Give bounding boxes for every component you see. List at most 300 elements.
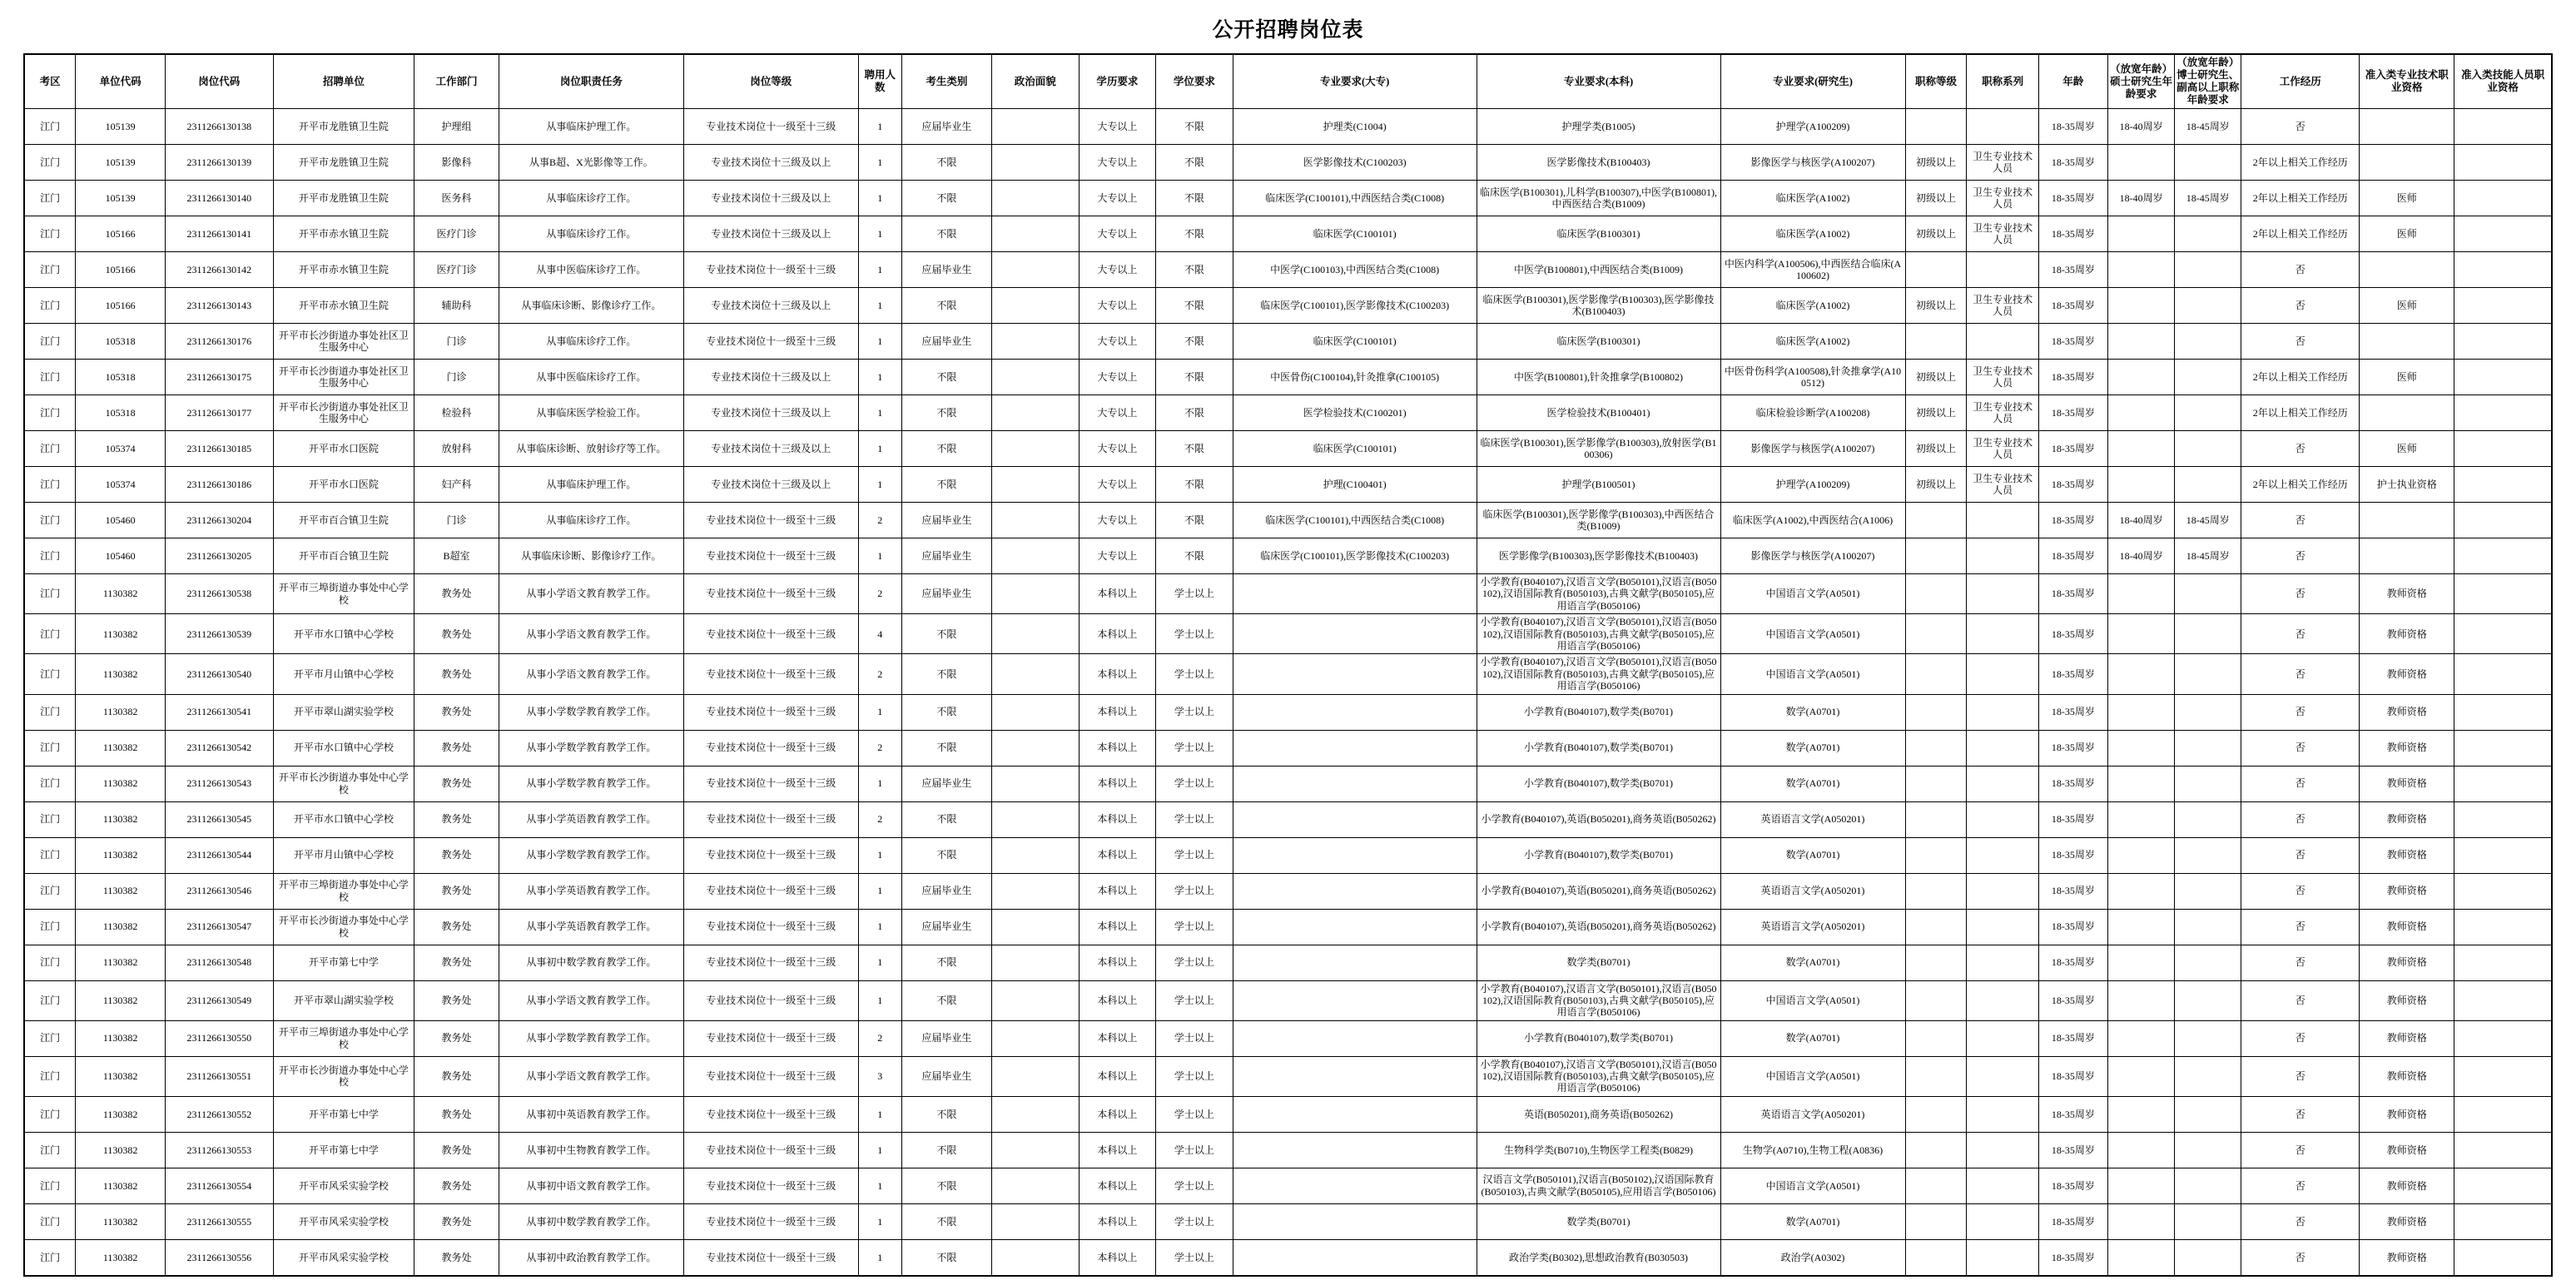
table-cell bbox=[2175, 1168, 2241, 1203]
table-cell bbox=[2454, 614, 2552, 654]
table-row bbox=[24, 654, 2552, 694]
table-cell bbox=[2175, 1056, 2241, 1096]
table-cell: 教师资格 bbox=[2360, 1168, 2454, 1203]
table-cell: 1 bbox=[858, 837, 901, 873]
table-cell: 江门 bbox=[24, 288, 76, 324]
table-cell: 护理学(B100501) bbox=[1477, 467, 1720, 503]
table-cell: 2年以上相关工作经历 bbox=[2241, 181, 2360, 216]
table-cell: 2311266130556 bbox=[166, 1239, 273, 1276]
table-cell: 临床医学(C100101) bbox=[1233, 216, 1477, 252]
table-cell: 学士以上 bbox=[1156, 654, 1233, 694]
table-cell: 临床医学(C100101),中西医结合类(C1008) bbox=[1233, 181, 1477, 216]
table-cell bbox=[2108, 216, 2175, 252]
table-cell: 数学类(B0701) bbox=[1477, 1203, 1720, 1239]
table-cell: 开平市水口镇中心学校 bbox=[273, 730, 414, 766]
table-cell: 18-35周岁 bbox=[2038, 766, 2107, 801]
table-cell: 江门 bbox=[24, 909, 76, 945]
table-cell: 临床医学(B100301),医学影像学(B100303),放射医学(B100306) bbox=[1477, 431, 1720, 467]
table-cell: 本科以上 bbox=[1079, 766, 1156, 801]
table-cell bbox=[1905, 1020, 1967, 1056]
table-cell: 2年以上相关工作经历 bbox=[2241, 216, 2360, 252]
table-cell: 不限 bbox=[1156, 360, 1233, 395]
table-cell: 学士以上 bbox=[1156, 1056, 1233, 1096]
table-cell: 小学教育(B040107),汉语言文学(B050101),汉语言(B050102),汉语国际教育(B050103),古典文献学(B050105),应用语言学(B050106) bbox=[1477, 574, 1720, 614]
table-cell bbox=[1905, 614, 1967, 654]
table-cell: 105374 bbox=[76, 467, 166, 503]
table-cell: 医师 bbox=[2360, 216, 2454, 252]
table-cell: 临床医学(B100301),医学影像学(B100303),中西医结合类(B1009) bbox=[1477, 503, 1720, 538]
table-row bbox=[24, 431, 2552, 467]
table-row bbox=[24, 909, 2552, 945]
table-cell bbox=[991, 980, 1079, 1020]
table-cell bbox=[2454, 766, 2552, 801]
table-cell bbox=[1233, 980, 1477, 1020]
table-cell: 教师资格 bbox=[2360, 1132, 2454, 1168]
table-cell: 学士以上 bbox=[1156, 1203, 1233, 1239]
table-cell: 1 bbox=[858, 1132, 901, 1168]
table-cell bbox=[1905, 1203, 1967, 1239]
table-cell bbox=[2454, 801, 2552, 837]
table-cell: 应届毕业生 bbox=[901, 1056, 991, 1096]
table-cell: 1130382 bbox=[76, 801, 166, 837]
table-cell bbox=[1233, 1132, 1477, 1168]
table-cell: 18-45周岁 bbox=[2175, 109, 2241, 145]
table-cell: 临床医学(B100301),儿科学(B100307),中医学(B100801),中西医结合类(B1009) bbox=[1477, 181, 1720, 216]
table-cell: 从事临床诊疗工作。 bbox=[499, 503, 683, 538]
table-cell: 中国语言文学(A0501) bbox=[1720, 574, 1905, 614]
table-cell: 2311266130538 bbox=[166, 574, 273, 614]
table-cell bbox=[2108, 980, 2175, 1020]
table-cell: 1 bbox=[858, 1203, 901, 1239]
table-cell: 否 bbox=[2241, 766, 2360, 801]
table-cell bbox=[1967, 614, 2038, 654]
table-cell: 教师资格 bbox=[2360, 574, 2454, 614]
table-cell bbox=[2175, 837, 2241, 873]
table-cell: 专业技术岗位十一级至十三级 bbox=[683, 538, 858, 574]
table-cell: 数学(A0701) bbox=[1720, 1203, 1905, 1239]
table-cell: 专业技术岗位十一级至十三级 bbox=[683, 694, 858, 730]
table-cell bbox=[1967, 1020, 2038, 1056]
table-cell: 开平市月山镇中心学校 bbox=[273, 654, 414, 694]
table-cell bbox=[1967, 766, 2038, 801]
table-cell: 卫生专业技术人员 bbox=[1967, 360, 2038, 395]
table-cell: 不限 bbox=[1156, 324, 1233, 360]
table-cell: 18-45周岁 bbox=[2175, 181, 2241, 216]
table-cell: 从事中医临床诊疗工作。 bbox=[499, 252, 683, 288]
table-cell: 否 bbox=[2241, 694, 2360, 730]
table-cell: 否 bbox=[2241, 109, 2360, 145]
table-cell: 2 bbox=[858, 801, 901, 837]
table-cell: 本科以上 bbox=[1079, 909, 1156, 945]
table-cell: 1130382 bbox=[76, 1020, 166, 1056]
table-cell: 2 bbox=[858, 503, 901, 538]
table-cell bbox=[991, 395, 1079, 431]
table-cell bbox=[2175, 654, 2241, 694]
table-cell bbox=[991, 1203, 1079, 1239]
table-cell bbox=[1233, 574, 1477, 614]
table-cell: 江门 bbox=[24, 614, 76, 654]
table-cell bbox=[2175, 614, 2241, 654]
table-cell bbox=[2175, 873, 2241, 909]
table-row bbox=[24, 181, 2552, 216]
table-cell: 临床医学(B100301) bbox=[1477, 216, 1720, 252]
table-cell: 教务处 bbox=[414, 873, 499, 909]
table-cell bbox=[2175, 145, 2241, 181]
table-cell: 105139 bbox=[76, 145, 166, 181]
table-cell bbox=[1905, 1239, 1967, 1276]
table-cell: 开平市赤水镇卫生院 bbox=[273, 216, 414, 252]
table-cell bbox=[1905, 873, 1967, 909]
table-cell: 不限 bbox=[901, 801, 991, 837]
table-cell: 中国语言文学(A0501) bbox=[1720, 980, 1905, 1020]
table-cell: 18-45周岁 bbox=[2175, 503, 2241, 538]
table-cell bbox=[2108, 431, 2175, 467]
table-cell: 开平市水口医院 bbox=[273, 431, 414, 467]
table-cell: 从事小学数学教育教学工作。 bbox=[499, 694, 683, 730]
table-cell bbox=[2108, 766, 2175, 801]
table-cell: 教师资格 bbox=[2360, 980, 2454, 1020]
table-cell bbox=[1905, 503, 1967, 538]
table-cell: 1 bbox=[858, 538, 901, 574]
table-cell: 初级以上 bbox=[1905, 145, 1967, 181]
table-cell: 本科以上 bbox=[1079, 1096, 1156, 1132]
table-cell bbox=[2454, 574, 2552, 614]
table-cell bbox=[1967, 730, 2038, 766]
table-cell: 1 bbox=[858, 1096, 901, 1132]
table-cell: 医师 bbox=[2360, 431, 2454, 467]
table-cell bbox=[991, 1096, 1079, 1132]
table-cell bbox=[991, 538, 1079, 574]
table-cell bbox=[2454, 145, 2552, 181]
table-cell: 教师资格 bbox=[2360, 945, 2454, 980]
table-cell: 教师资格 bbox=[2360, 1239, 2454, 1276]
table-cell: 专业技术岗位十三级及以上 bbox=[683, 431, 858, 467]
table-cell bbox=[2454, 1239, 2552, 1276]
table-cell: 开平市水口医院 bbox=[273, 467, 414, 503]
table-cell: 不限 bbox=[901, 945, 991, 980]
table-cell: 江门 bbox=[24, 1056, 76, 1096]
table-cell: 江门 bbox=[24, 324, 76, 360]
table-cell: 教师资格 bbox=[2360, 873, 2454, 909]
column-header: 准入类专业技术职业资格 bbox=[2360, 54, 2454, 109]
table-cell: 中国语言文学(A0501) bbox=[1720, 654, 1905, 694]
table-cell: 18-35周岁 bbox=[2038, 1020, 2107, 1056]
table-cell bbox=[1967, 252, 2038, 288]
table-cell bbox=[2360, 145, 2454, 181]
table-cell bbox=[2108, 909, 2175, 945]
table-cell: 开平市三埠街道办事处中心学校 bbox=[273, 1020, 414, 1056]
table-cell: 否 bbox=[2241, 909, 2360, 945]
table-cell: 105139 bbox=[76, 109, 166, 145]
table-row bbox=[24, 467, 2552, 503]
table-cell bbox=[1967, 1239, 2038, 1276]
table-cell: 18-35周岁 bbox=[2038, 324, 2107, 360]
table-cell: 学士以上 bbox=[1156, 1168, 1233, 1203]
table-cell: 小学教育(B040107),汉语言文学(B050101),汉语言(B050102),汉语国际教育(B050103),古典文献学(B050105),应用语言学(B050106) bbox=[1477, 654, 1720, 694]
table-cell: 影像医学与核医学(A100207) bbox=[1720, 145, 1905, 181]
table-cell: 2311266130176 bbox=[166, 324, 273, 360]
table-cell: 开平市长沙街道办事处中心学校 bbox=[273, 909, 414, 945]
table-cell: 妇产科 bbox=[414, 467, 499, 503]
table-cell: 2311266130541 bbox=[166, 694, 273, 730]
table-cell: 教务处 bbox=[414, 614, 499, 654]
table-cell: 不限 bbox=[901, 1239, 991, 1276]
table-cell bbox=[1233, 1056, 1477, 1096]
table-cell: 2311266130554 bbox=[166, 1168, 273, 1203]
table-cell: 初级以上 bbox=[1905, 288, 1967, 324]
table-cell: 卫生专业技术人员 bbox=[1967, 181, 2038, 216]
table-cell: 不限 bbox=[901, 1203, 991, 1239]
table-cell: 数学类(B0701) bbox=[1477, 945, 1720, 980]
table-cell: 小学教育(B040107),数学类(B0701) bbox=[1477, 1020, 1720, 1056]
table-cell bbox=[991, 945, 1079, 980]
table-cell bbox=[2454, 1203, 2552, 1239]
table-cell: 江门 bbox=[24, 801, 76, 837]
table-cell: 英语语言文学(A050201) bbox=[1720, 909, 1905, 945]
table-cell: 医务科 bbox=[414, 181, 499, 216]
table-cell bbox=[991, 1132, 1079, 1168]
table-cell bbox=[2175, 801, 2241, 837]
table-cell: 1130382 bbox=[76, 654, 166, 694]
table-cell: 临床医学(B100301),医学影像学(B100303),医学影像技术(B100403) bbox=[1477, 288, 1720, 324]
table-cell: 1130382 bbox=[76, 909, 166, 945]
table-cell: 本科以上 bbox=[1079, 1132, 1156, 1168]
table-cell: 专业技术岗位十三级及以上 bbox=[683, 395, 858, 431]
table-cell: 学士以上 bbox=[1156, 730, 1233, 766]
table-cell bbox=[1233, 945, 1477, 980]
table-cell: 英语语言文学(A050201) bbox=[1720, 873, 1905, 909]
table-cell bbox=[2360, 109, 2454, 145]
table-cell: 英语语言文学(A050201) bbox=[1720, 801, 1905, 837]
table-cell bbox=[2175, 1239, 2241, 1276]
table-cell: 医学影像学(B100303),医学影像技术(B100403) bbox=[1477, 538, 1720, 574]
table-cell bbox=[2360, 252, 2454, 288]
table-cell: 江门 bbox=[24, 654, 76, 694]
table-row bbox=[24, 945, 2552, 980]
table-cell: 医学检验技术(C100201) bbox=[1233, 395, 1477, 431]
table-cell: 开平市三埠街道办事处中心学校 bbox=[273, 873, 414, 909]
table-cell: 大专以上 bbox=[1079, 538, 1156, 574]
table-cell bbox=[1967, 801, 2038, 837]
table-cell: 开平市赤水镇卫生院 bbox=[273, 252, 414, 288]
table-cell: 教师资格 bbox=[2360, 654, 2454, 694]
table-cell: B超室 bbox=[414, 538, 499, 574]
table-cell: 1130382 bbox=[76, 1168, 166, 1203]
table-cell: 否 bbox=[2241, 1203, 2360, 1239]
table-cell: 不限 bbox=[901, 694, 991, 730]
table-cell: 18-35周岁 bbox=[2038, 837, 2107, 873]
table-cell: 生物学(A0710),生物工程(A0836) bbox=[1720, 1132, 1905, 1168]
table-cell bbox=[1905, 252, 1967, 288]
table-cell: 否 bbox=[2241, 252, 2360, 288]
table-cell: 医师 bbox=[2360, 360, 2454, 395]
table-cell bbox=[2175, 1096, 2241, 1132]
table-cell: 1 bbox=[858, 145, 901, 181]
table-cell bbox=[1967, 1096, 2038, 1132]
table-cell bbox=[2175, 252, 2241, 288]
table-cell: 教务处 bbox=[414, 574, 499, 614]
table-cell bbox=[2175, 431, 2241, 467]
table-cell: 开平市三埠街道办事处中心学校 bbox=[273, 574, 414, 614]
table-cell: 教务处 bbox=[414, 766, 499, 801]
table-cell: 影像科 bbox=[414, 145, 499, 181]
table-cell: 大专以上 bbox=[1079, 360, 1156, 395]
table-cell bbox=[1967, 503, 2038, 538]
table-cell: 从事临床护理工作。 bbox=[499, 109, 683, 145]
table-cell bbox=[2175, 288, 2241, 324]
table-cell: 否 bbox=[2241, 431, 2360, 467]
table-cell: 1130382 bbox=[76, 945, 166, 980]
table-cell: 从事初中生物教育教学工作。 bbox=[499, 1132, 683, 1168]
table-cell: 医疗门诊 bbox=[414, 252, 499, 288]
table-cell: 18-35周岁 bbox=[2038, 538, 2107, 574]
table-cell bbox=[1233, 873, 1477, 909]
table-row bbox=[24, 873, 2552, 909]
table-cell bbox=[1233, 766, 1477, 801]
table-cell: 生物科学类(B0710),生物医学工程类(B0829) bbox=[1477, 1132, 1720, 1168]
table-cell: 18-35周岁 bbox=[2038, 1168, 2107, 1203]
table-cell: 从事小学英语教育教学工作。 bbox=[499, 801, 683, 837]
table-cell: 18-35周岁 bbox=[2038, 1203, 2107, 1239]
table-cell bbox=[2175, 909, 2241, 945]
table-cell bbox=[2454, 730, 2552, 766]
table-cell: 105166 bbox=[76, 252, 166, 288]
table-cell: 18-35周岁 bbox=[2038, 730, 2107, 766]
table-cell: 1 bbox=[858, 252, 901, 288]
table-cell bbox=[2108, 1020, 2175, 1056]
table-cell bbox=[2175, 1203, 2241, 1239]
table-cell bbox=[2454, 873, 2552, 909]
column-header: 考区 bbox=[24, 54, 76, 109]
table-cell: 1 bbox=[858, 1239, 901, 1276]
table-cell: 教务处 bbox=[414, 654, 499, 694]
table-cell bbox=[2454, 1020, 2552, 1056]
table-cell: 教师资格 bbox=[2360, 730, 2454, 766]
table-cell: 护理学(A100209) bbox=[1720, 467, 1905, 503]
table-cell bbox=[991, 109, 1079, 145]
table-cell bbox=[2175, 467, 2241, 503]
table-cell: 护理组 bbox=[414, 109, 499, 145]
table-cell: 从事初中语文教育教学工作。 bbox=[499, 1168, 683, 1203]
table-cell bbox=[2454, 181, 2552, 216]
table-cell: 1 bbox=[858, 216, 901, 252]
table-cell: 从事初中数学教育教学工作。 bbox=[499, 945, 683, 980]
table-cell bbox=[1233, 837, 1477, 873]
table-cell: 2311266130542 bbox=[166, 730, 273, 766]
table-cell: 从事临床诊断、放射诊疗等工作。 bbox=[499, 431, 683, 467]
table-cell bbox=[991, 574, 1079, 614]
table-cell bbox=[1233, 1239, 1477, 1276]
table-cell bbox=[2175, 766, 2241, 801]
table-cell: 学士以上 bbox=[1156, 909, 1233, 945]
table-cell: 卫生专业技术人员 bbox=[1967, 145, 2038, 181]
table-cell bbox=[1967, 538, 2038, 574]
table-cell: 临床医学(C100101),医学影像技术(C100203) bbox=[1233, 538, 1477, 574]
table-cell: 临床检验诊断学(A100208) bbox=[1720, 395, 1905, 431]
table-cell: 18-35周岁 bbox=[2038, 980, 2107, 1020]
table-cell bbox=[991, 467, 1079, 503]
table-cell: 2311266130547 bbox=[166, 909, 273, 945]
table-cell: 18-40周岁 bbox=[2108, 503, 2175, 538]
table-cell: 汉语言文学(B050101),汉语言(B050102),汉语国际教育(B050103),古典文献学(B050105),应用语言学(B050106) bbox=[1477, 1168, 1720, 1203]
table-cell: 专业技术岗位十一级至十三级 bbox=[683, 1020, 858, 1056]
table-cell: 105460 bbox=[76, 503, 166, 538]
table-cell: 1 bbox=[858, 980, 901, 1020]
table-cell: 辅助科 bbox=[414, 288, 499, 324]
table-cell: 江门 bbox=[24, 181, 76, 216]
table-cell: 否 bbox=[2241, 730, 2360, 766]
table-cell bbox=[991, 1020, 1079, 1056]
table-cell: 江门 bbox=[24, 1096, 76, 1132]
table-cell bbox=[2175, 945, 2241, 980]
table-cell: 本科以上 bbox=[1079, 945, 1156, 980]
table-cell: 江门 bbox=[24, 360, 76, 395]
table-cell: 18-35周岁 bbox=[2038, 1132, 2107, 1168]
table-cell: 18-35周岁 bbox=[2038, 1096, 2107, 1132]
table-cell: 2年以上相关工作经历 bbox=[2241, 395, 2360, 431]
table-cell: 不限 bbox=[901, 181, 991, 216]
table-row bbox=[24, 252, 2552, 288]
table-cell: 大专以上 bbox=[1079, 431, 1156, 467]
table-cell bbox=[991, 360, 1079, 395]
table-cell: 不限 bbox=[1156, 395, 1233, 431]
table-cell: 2311266130550 bbox=[166, 1020, 273, 1056]
table-cell bbox=[991, 614, 1079, 654]
table-cell: 大专以上 bbox=[1079, 109, 1156, 145]
table-cell: 2311266130546 bbox=[166, 873, 273, 909]
table-cell bbox=[1233, 801, 1477, 837]
column-header: 专业要求(研究生) bbox=[1720, 54, 1905, 109]
table-cell: 18-35周岁 bbox=[2038, 654, 2107, 694]
table-cell: 专业技术岗位十一级至十三级 bbox=[683, 1168, 858, 1203]
table-cell: 从事小学英语教育教学工作。 bbox=[499, 873, 683, 909]
table-cell: 不限 bbox=[1156, 181, 1233, 216]
table-cell: 专业技术岗位十一级至十三级 bbox=[683, 1056, 858, 1096]
table-cell: 开平市翠山湖实验学校 bbox=[273, 694, 414, 730]
table-cell: 不限 bbox=[1156, 288, 1233, 324]
table-cell bbox=[991, 503, 1079, 538]
table-cell: 数学(A0701) bbox=[1720, 945, 1905, 980]
table-cell: 1130382 bbox=[76, 1096, 166, 1132]
table-cell: 开平市风采实验学校 bbox=[273, 1168, 414, 1203]
table-cell: 专业技术岗位十一级至十三级 bbox=[683, 1096, 858, 1132]
table-cell: 专业技术岗位十一级至十三级 bbox=[683, 574, 858, 614]
table-cell: 从事临床诊疗工作。 bbox=[499, 216, 683, 252]
table-cell: 2年以上相关工作经历 bbox=[2241, 145, 2360, 181]
table-row bbox=[24, 503, 2552, 538]
table-cell: 专业技术岗位十三级及以上 bbox=[683, 360, 858, 395]
table-cell: 教务处 bbox=[414, 730, 499, 766]
table-cell bbox=[1967, 945, 2038, 980]
table-cell: 开平市百合镇卫生院 bbox=[273, 503, 414, 538]
table-cell: 2311266130545 bbox=[166, 801, 273, 837]
table-cell bbox=[1967, 1168, 2038, 1203]
table-cell: 1 bbox=[858, 467, 901, 503]
table-cell: 2311266130549 bbox=[166, 980, 273, 1020]
table-cell bbox=[991, 837, 1079, 873]
table-cell bbox=[991, 730, 1079, 766]
table-cell: 不限 bbox=[901, 216, 991, 252]
table-cell: 教务处 bbox=[414, 801, 499, 837]
table-cell: 数学(A0701) bbox=[1720, 837, 1905, 873]
table-cell: 本科以上 bbox=[1079, 980, 1156, 1020]
table-cell: 初级以上 bbox=[1905, 431, 1967, 467]
table-cell: 学士以上 bbox=[1156, 980, 1233, 1020]
table-cell: 教师资格 bbox=[2360, 766, 2454, 801]
table-cell: 从事中医临床诊疗工作。 bbox=[499, 360, 683, 395]
table-cell: 专业技术岗位十一级至十三级 bbox=[683, 503, 858, 538]
table-cell: 江门 bbox=[24, 145, 76, 181]
